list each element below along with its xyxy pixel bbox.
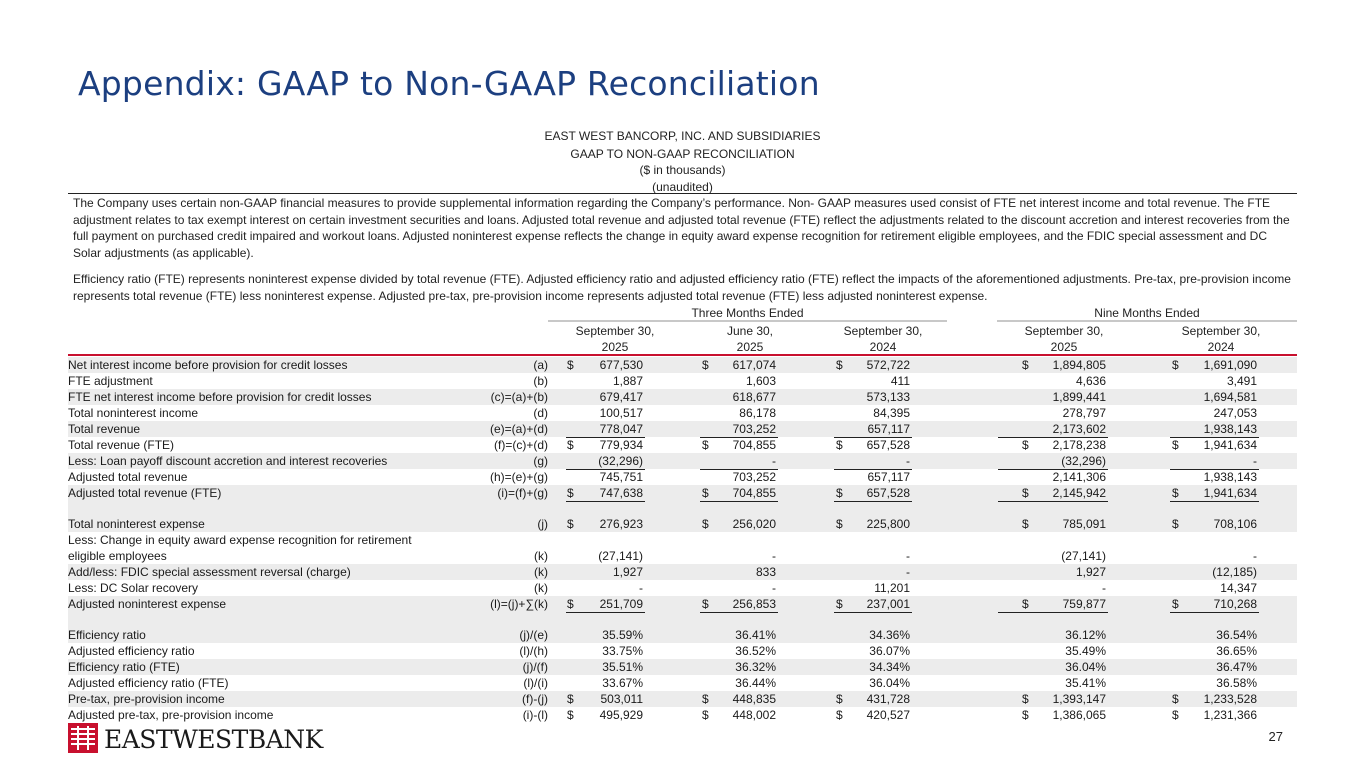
cell-value: 36.04% (1065, 660, 1106, 674)
units-note: ($ in thousands) (639, 163, 726, 177)
cell-value: - (772, 549, 776, 563)
cell-value: 657,528 (866, 486, 910, 500)
header-accent-rule (68, 354, 1297, 356)
dollar-sign: $ (567, 486, 574, 500)
row-label: Less: DC Solar recovery (68, 581, 199, 595)
cell-value: 617,074 (732, 358, 776, 372)
cell-value: (32,296) (598, 454, 643, 468)
table-spacer-row (68, 501, 1297, 517)
row-reference: (i)-(l) (522, 708, 548, 722)
row-label: Total revenue (FTE) (68, 438, 175, 452)
cell-value: 411 (890, 374, 910, 388)
cell-value: 1,927 (1075, 565, 1106, 579)
dollar-sign: $ (836, 358, 843, 372)
row-label: Total noninterest income (68, 406, 199, 420)
cell-value: 1,927 (612, 565, 643, 579)
cell-value: 4,636 (1075, 374, 1106, 388)
cell-value: 36.58% (1216, 676, 1257, 690)
cell-value: 34.36% (869, 628, 910, 642)
dollar-sign: $ (836, 438, 843, 452)
row-label: Adjusted efficiency ratio (FTE) (68, 676, 229, 690)
cell-value: 256,020 (732, 517, 776, 531)
cell-value: 33.67% (602, 676, 643, 690)
dollar-sign: $ (1172, 692, 1179, 706)
row-label: Efficiency ratio (68, 628, 146, 642)
row-reference: (f)=(c)+(d) (494, 438, 548, 452)
row-reference: (a) (533, 358, 548, 372)
dollar-sign: $ (702, 597, 709, 611)
cell-value: 2,178,238 (1052, 438, 1106, 452)
cell-value: 1,941,634 (1203, 486, 1257, 500)
cell-value: - (906, 454, 910, 468)
column-header-1 (545, 323, 685, 355)
table-row (68, 643, 1297, 659)
cell-value: 1,386,065 (1052, 708, 1106, 722)
table-row (68, 548, 1297, 564)
cell-value: 2,141,306 (1052, 470, 1106, 484)
cell-value: - (639, 581, 643, 595)
cell-value: 14,347 (1220, 581, 1257, 595)
dollar-sign: $ (836, 692, 843, 706)
table-row (68, 389, 1297, 405)
dollar-sign: $ (1022, 517, 1029, 531)
row-label: eligible employees (68, 549, 167, 563)
dollar-sign: $ (567, 597, 574, 611)
cell-value: 703,252 (732, 422, 776, 436)
cell-value: 36.32% (735, 660, 776, 674)
cell-value: 86,178 (739, 406, 776, 420)
cell-value: 35.51% (602, 660, 643, 674)
dollar-sign: $ (1022, 358, 1029, 372)
row-label: FTE net interest income before provision for credit losses (68, 390, 372, 404)
cell-value: 618,677 (732, 390, 776, 404)
row-label: Less: Change in equity award expense recognition for retirement (68, 533, 412, 547)
cell-value: 36.52% (735, 644, 776, 658)
dollar-sign: $ (567, 438, 574, 452)
cell-value: - (1253, 454, 1257, 468)
cell-value: 448,002 (732, 708, 776, 722)
cell-value: 745,751 (599, 470, 643, 484)
total-underline (566, 501, 645, 502)
row-label: Total revenue (68, 422, 141, 436)
column-header-4 (994, 323, 1134, 355)
cell-value: 36.47% (1216, 660, 1257, 674)
dollar-sign: $ (702, 692, 709, 706)
cell-value: - (1102, 581, 1106, 595)
cell-value: 33.75% (602, 644, 643, 658)
cell-value: 36.12% (1065, 628, 1106, 642)
cell-value: - (772, 454, 776, 468)
dollar-sign: $ (1022, 486, 1029, 500)
cell-value: 677,530 (599, 358, 643, 372)
table-row (68, 691, 1297, 707)
dollar-sign: $ (1022, 438, 1029, 452)
row-label: Adjusted total revenue (68, 470, 188, 484)
cell-value: 35.49% (1065, 644, 1106, 658)
table-row (68, 469, 1297, 485)
column-header-line1: September 30, (843, 324, 923, 338)
dollar-sign: $ (836, 517, 843, 531)
cell-value: 247,053 (1213, 406, 1257, 420)
table-row (68, 453, 1297, 469)
cell-value: 833 (755, 565, 776, 579)
description-paragraph-1: The Company uses certain non-GAAP financial measures to provide supplemental information regarding the Company’s performance. Non- GAAP measures used consist of FTE net interest income and total revenue. The FTE adjustment relates to tax exempt interest on certain investment securities and loans. Adjusted total revenue and adjusted total revenue (FTE) reflect the adjustments related to the discount accretion and interest recoveries from the full payment on purchased credit impaired and workout loans. Adjusted noninterest expense reflects the change in equity award expense recognition for retirement eligible employees, and the FDIC special assessment and DC Solar adjustments (as applicable). (73, 196, 1290, 260)
row-label: Less: Loan payoff discount accretion and interest recoveries (68, 454, 388, 468)
dollar-sign: $ (1172, 517, 1179, 531)
cell-value: 35.59% (602, 628, 643, 642)
dollar-sign: $ (836, 597, 843, 611)
total-underline (834, 501, 912, 502)
dollar-sign: $ (702, 517, 709, 531)
table-row (68, 707, 1297, 723)
row-label: Adjusted pre-tax, pre-provision income (68, 708, 274, 722)
table-row (68, 627, 1297, 643)
cell-value: 1,694,581 (1203, 390, 1257, 404)
cell-value: 36.44% (735, 676, 776, 690)
cell-value: 1,941,634 (1203, 438, 1257, 452)
cell-value: 276,923 (599, 517, 643, 531)
dollar-sign: $ (1172, 597, 1179, 611)
dollar-sign: $ (1172, 708, 1179, 722)
table-row (68, 421, 1297, 437)
total-underline (700, 612, 778, 613)
cell-value: 747,638 (599, 486, 643, 500)
cell-value: 703,252 (732, 470, 776, 484)
column-header-line2: 2025 (601, 340, 629, 354)
table-row (68, 357, 1297, 373)
cell-value: 1,393,147 (1052, 692, 1106, 706)
total-underline (834, 612, 912, 613)
row-label: Total noninterest expense (68, 517, 205, 531)
row-reference: (i)=(f)+(g) (497, 486, 548, 500)
table-row (68, 532, 1297, 548)
cell-value: 495,929 (599, 708, 643, 722)
row-reference: (b) (533, 374, 548, 388)
cell-value: 2,145,942 (1052, 486, 1106, 500)
row-reference: (h)=(e)+(g) (489, 470, 548, 484)
cell-value: 448,835 (732, 692, 776, 706)
unaudited-note: (unaudited) (652, 180, 713, 194)
cell-value: 1,231,366 (1203, 708, 1257, 722)
row-label: Pre-tax, pre-provision income (68, 692, 225, 706)
row-reference: (k) (534, 549, 548, 563)
dollar-sign: $ (702, 708, 709, 722)
cell-value: 36.54% (1216, 628, 1257, 642)
group-rule-nine-months (997, 320, 1297, 322)
dollar-sign: $ (702, 358, 709, 372)
cell-value: 1,233,528 (1203, 692, 1257, 706)
column-header-line2: 2025 (1050, 340, 1078, 354)
cell-value: 36.41% (735, 628, 776, 642)
table-row (68, 405, 1297, 421)
column-header-line2: 2025 (736, 340, 764, 354)
dollar-sign: $ (567, 692, 574, 706)
cell-value: 237,001 (866, 597, 910, 611)
description-paragraph-2: Efficiency ratio (FTE) represents noninterest expense divided by total revenue (FTE). Adjusted efficiency ratio and adjusted efficiency ratio (FTE) reflect the impacts of the aforementioned adjustments. Pre-tax, pre-provision income represents total revenue (FTE) less noninterest expense. Adjusted pre-tax, pre-provision income represents adjusted total revenue (FTE) less adjusted noninterest expense. (73, 272, 1291, 303)
column-header-line2: 2024 (1207, 340, 1235, 354)
row-reference: (g) (533, 454, 548, 468)
column-header-2 (680, 323, 820, 355)
dollar-sign: $ (567, 517, 574, 531)
cell-value: 1,938,143 (1203, 422, 1257, 436)
group-rule-three-months (548, 320, 947, 322)
column-header-line1: September 30, (575, 324, 655, 338)
cell-value: (27,141) (598, 549, 643, 563)
row-label: Add/less: FDIC special assessment reversal (charge) (68, 565, 351, 579)
cell-value: 1,691,090 (1203, 358, 1257, 372)
cell-value: 1,899,441 (1052, 390, 1106, 404)
table-row (68, 373, 1297, 389)
table-row (68, 437, 1297, 453)
dollar-sign: $ (1022, 708, 1029, 722)
company-name: EAST WEST BANCORP, INC. AND SUBSIDIARIES (544, 129, 821, 143)
cell-value: 225,800 (866, 517, 910, 531)
dollar-sign: $ (702, 438, 709, 452)
cell-value: 35.41% (1065, 676, 1106, 690)
table-row (68, 675, 1297, 691)
cell-value: 36.07% (869, 644, 910, 658)
dollar-sign: $ (567, 358, 574, 372)
row-reference: (k) (534, 581, 548, 595)
total-underline (566, 612, 645, 613)
cell-value: 503,011 (600, 692, 643, 706)
row-reference: (f)-(j) (522, 692, 548, 706)
dollar-sign: $ (702, 486, 709, 500)
cell-value: 1,603 (745, 374, 776, 388)
cell-value: 100,517 (599, 406, 643, 420)
cell-value: (12,185) (1212, 565, 1257, 579)
cell-value: 704,855 (732, 486, 776, 500)
cell-value: 34.34% (869, 660, 910, 674)
row-reference: (k) (534, 565, 548, 579)
cell-value: 572,722 (866, 358, 910, 372)
cell-value: 256,853 (732, 597, 776, 611)
group-header-three-months: Three Months Ended (691, 306, 804, 320)
table-row (68, 485, 1297, 501)
dollar-sign: $ (1172, 438, 1179, 452)
dollar-sign: $ (1022, 692, 1029, 706)
row-label: Adjusted total revenue (FTE) (68, 486, 222, 500)
row-reference: (c)=(a)+(b) (490, 390, 548, 404)
cell-value: 420,527 (866, 708, 910, 722)
table-spacer-row (68, 612, 1297, 628)
dollar-sign: $ (1022, 597, 1029, 611)
cell-value: 708,106 (1213, 517, 1257, 531)
column-header-line1: September 30, (1024, 324, 1104, 338)
cell-value: 759,877 (1062, 597, 1106, 611)
column-header-line1: June 30, (726, 324, 774, 338)
report-title: GAAP TO NON-GAAP RECONCILIATION (570, 147, 795, 161)
cell-value: 779,934 (599, 438, 643, 452)
header-divider (68, 193, 1297, 194)
cell-value: - (906, 549, 910, 563)
cell-value: 704,855 (732, 438, 776, 452)
dollar-sign: $ (567, 708, 574, 722)
cell-value: - (772, 581, 776, 595)
dollar-sign: $ (836, 708, 843, 722)
cell-value: 278,797 (1062, 406, 1106, 420)
cell-value: 778,047 (599, 422, 643, 436)
east-west-bank-wordmark: EASTWESTBANK (104, 725, 323, 754)
column-header-line1: September 30, (1181, 324, 1261, 338)
row-label: Adjusted efficiency ratio (68, 644, 195, 658)
row-reference: (l)/(h) (519, 644, 548, 658)
dollar-sign: $ (1172, 358, 1179, 372)
row-reference: (j)/(f) (522, 660, 548, 674)
cell-value: 36.65% (1216, 644, 1257, 658)
cell-value: - (906, 565, 910, 579)
cell-value: 36.04% (869, 676, 910, 690)
column-header-3 (813, 323, 953, 355)
cell-value: 84,395 (873, 406, 910, 420)
cell-value: 1,894,805 (1052, 358, 1106, 372)
row-reference: (j)/(e) (519, 628, 548, 642)
table-row (68, 580, 1297, 596)
east-west-bank-logo-icon (68, 723, 98, 753)
cell-value: 710,268 (1213, 597, 1257, 611)
row-reference: (l)/(i) (523, 676, 548, 690)
row-reference: (j) (537, 517, 548, 531)
row-label: FTE adjustment (68, 374, 153, 388)
row-reference: (l)=(j)+∑(k) (490, 597, 548, 611)
table-row (68, 596, 1297, 612)
cell-value: 1,887 (612, 374, 643, 388)
cell-value: 251,709 (599, 597, 643, 611)
cell-value: 2,173,602 (1052, 422, 1106, 436)
row-reference: (e)=(a)+(d) (489, 422, 548, 436)
cell-value: (32,296) (1061, 454, 1106, 468)
page-number: 27 (1268, 729, 1283, 744)
cell-value: 657,117 (867, 422, 910, 436)
table-row (68, 564, 1297, 580)
cell-value: 1,938,143 (1203, 470, 1257, 484)
column-header-line2: 2024 (869, 340, 897, 354)
row-reference: (d) (533, 406, 548, 420)
row-label: Adjusted noninterest expense (68, 597, 227, 611)
total-underline (998, 501, 1108, 502)
cell-value: 679,417 (599, 390, 643, 404)
cell-value: - (1253, 549, 1257, 563)
total-underline (998, 612, 1108, 613)
total-underline (700, 501, 778, 502)
cell-value: 573,133 (866, 390, 910, 404)
table-row (68, 516, 1297, 532)
row-label: Net interest income before provision for credit losses (68, 358, 348, 372)
dollar-sign: $ (1172, 486, 1179, 500)
group-header-nine-months: Nine Months Ended (1094, 306, 1200, 320)
cell-value: 785,091 (1062, 517, 1106, 531)
row-label: Efficiency ratio (FTE) (68, 660, 180, 674)
cell-value: 657,528 (866, 438, 910, 452)
total-underline (1170, 612, 1259, 613)
page-title: Appendix: GAAP to Non-GAAP Reconciliation (78, 64, 820, 103)
dollar-sign: $ (836, 486, 843, 500)
cell-value: 11,201 (874, 581, 910, 595)
cell-value: 431,728 (866, 692, 910, 706)
total-underline (1170, 501, 1259, 502)
table-row (68, 659, 1297, 675)
cell-value: 3,491 (1226, 374, 1257, 388)
column-header-5 (1151, 323, 1291, 355)
cell-value: 657,117 (867, 470, 910, 484)
cell-value: (27,141) (1061, 549, 1106, 563)
